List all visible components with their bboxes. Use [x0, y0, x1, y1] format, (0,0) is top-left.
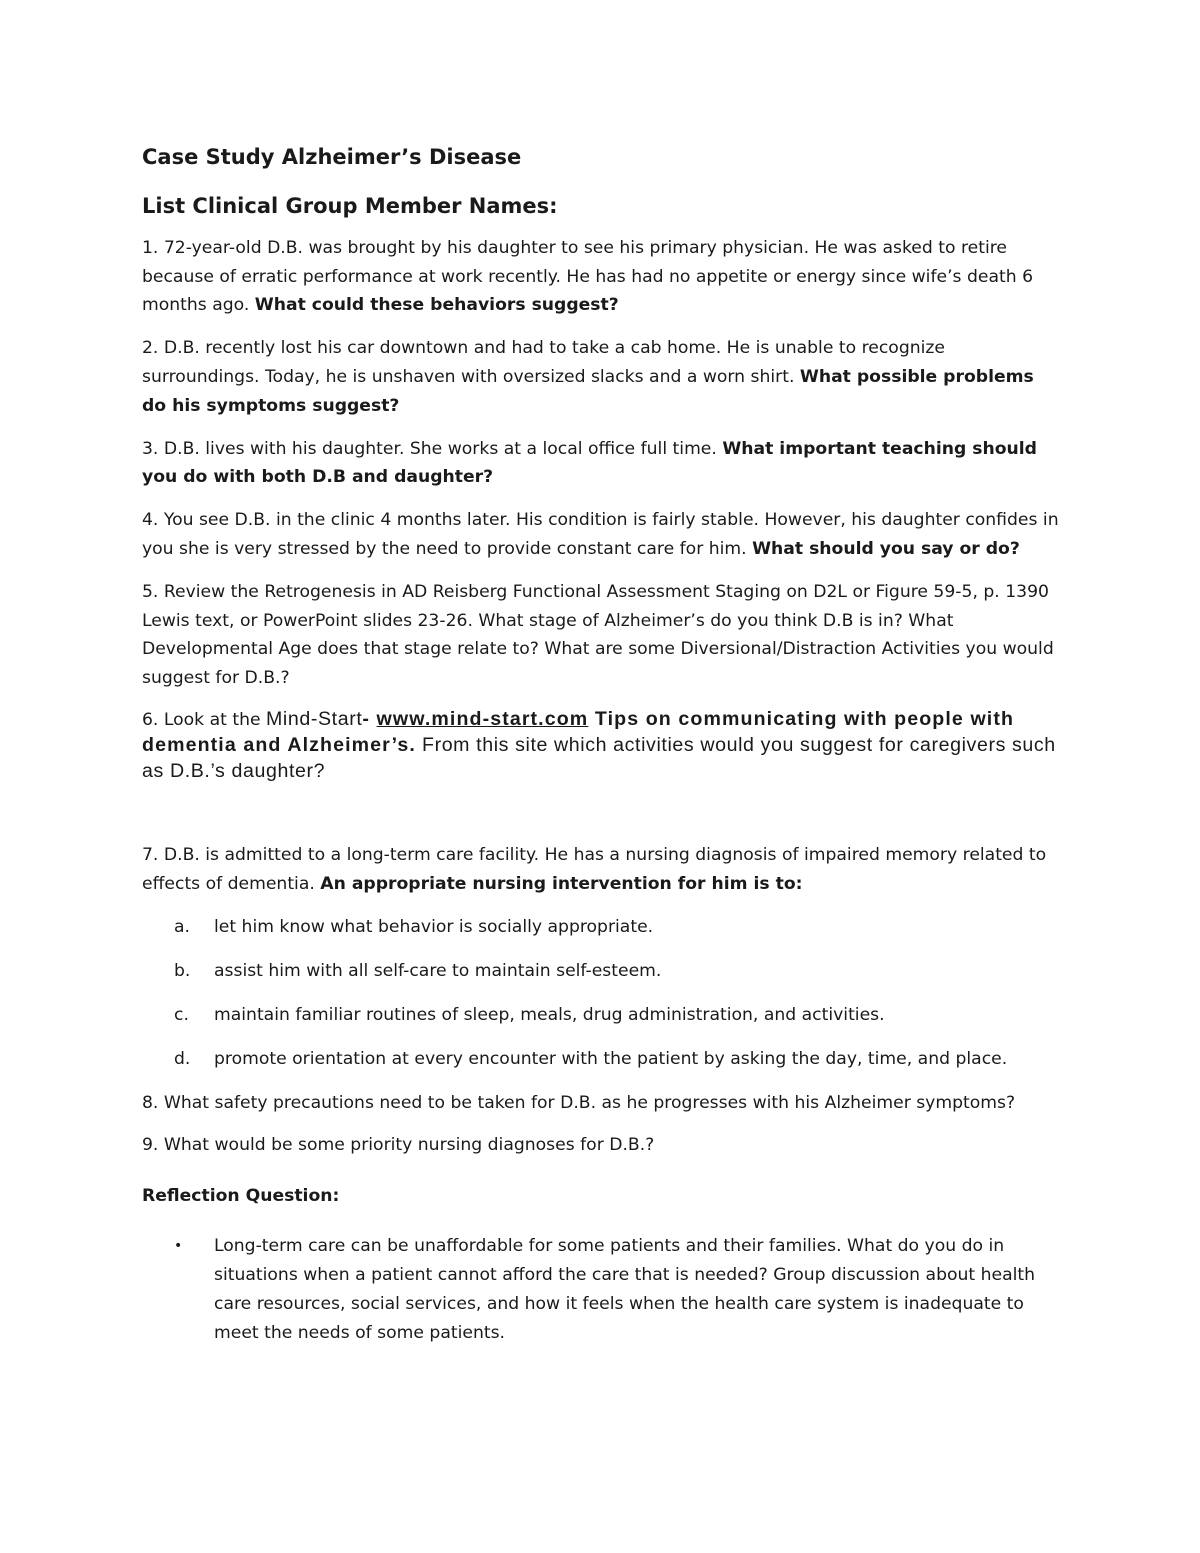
dash: -	[362, 707, 377, 730]
option-d	[142, 1045, 1062, 1073]
option-text: let him know what behavior is socially appropriate.	[214, 916, 654, 937]
option-a	[142, 913, 1062, 941]
question-number: 1.	[142, 237, 159, 258]
option-text: promote orientation at every encounter with the patient by asking the day, time, and place.	[214, 1048, 1008, 1069]
question-1	[142, 234, 1062, 320]
answer-options	[142, 913, 1062, 1073]
option-letter: d.	[174, 1048, 191, 1069]
question-number: 7.	[142, 844, 159, 865]
question-number: 8.	[142, 1092, 159, 1113]
question-number: 5.	[142, 581, 159, 602]
question-2	[142, 334, 1062, 420]
mind-start-link[interactable]: www.mind-start.com	[376, 707, 589, 730]
tips-title: Tips on communicating with people with dementia and Alzheimer’s.	[142, 707, 1015, 756]
question-number: 9.	[142, 1135, 159, 1156]
question-text: Review the Retrogenesis in AD Reisberg Functional Assessment Staging on D2L or Figure 59-5, p. 1390 Lewis text, or PowerPoint slides 23-26. What stage of Alzheimer’s do you think D.B is in? What Developmental Age does that stage relate to? What are some Diversional/Distraction Activities you would suggest for D.B.?	[142, 581, 1054, 689]
question-text: 72-year-old D.B. was brought by his daughter to see his primary physician. He was asked to retire because of erratic performance at work recently. He has had no appetite or energy since wife’s death 6 months ago.	[142, 237, 1034, 316]
document-title: Case Study Alzheimer’s Disease	[142, 145, 522, 169]
question-number: 6.	[142, 709, 159, 730]
question-3	[142, 435, 1062, 493]
question-4	[142, 506, 1062, 564]
option-letter: c.	[174, 1004, 189, 1025]
question-6	[142, 707, 1062, 785]
option-text: assist him with all self-care to maintain self-esteem.	[214, 960, 662, 981]
option-letter: b.	[174, 960, 191, 981]
question-number: 2.	[142, 338, 159, 359]
question-prompt: From this site which activities would you suggest for caregivers such as D.B.’s daughter?	[142, 733, 1056, 782]
reflection-heading: Reflection Question:	[142, 1186, 340, 1207]
site-name: Mind-Start	[266, 707, 363, 730]
question-text: What would be some priority nursing diagnoses for D.B.?	[158, 1135, 655, 1156]
question-prompt: What important teaching should you do with both D.B and daughter?	[142, 438, 1037, 488]
question-9	[142, 1131, 1062, 1160]
bullet-icon: •	[174, 1238, 183, 1255]
option-c	[142, 1001, 1062, 1029]
question-text: D.B. is admitted to a long-term care facility. He has a nursing diagnosis of impaired memory related to effects of dementia.	[142, 844, 1047, 894]
question-prompt: What should you say or do?	[752, 538, 1020, 559]
question-7	[142, 841, 1062, 899]
question-text: You see D.B. in the clinic 4 months later. His condition is fairly stable. However, his daughter confides in you she is very stressed by the need to provide constant care for him.	[142, 510, 1059, 559]
question-text: What safety precautions need to be taken for D.B. as he progresses with his Alzheimer symptoms?	[158, 1092, 1016, 1113]
option-letter: a.	[174, 916, 190, 937]
document-page	[142, 143, 1062, 1347]
reflection-item	[142, 1232, 1062, 1347]
question-text: D.B. lives with his daughter. She works at a local office full time.	[158, 438, 723, 459]
group-names-heading: List Clinical Group Member Names:	[142, 194, 558, 219]
question-prompt: What could these behaviors suggest?	[254, 295, 619, 316]
question-5	[142, 578, 1062, 693]
reflection-text: Long-term care can be unaffordable for some patients and their families. What do you do in situations when a patient cannot afford the care that is needed? Group discussion about health care resources, social services, and how it feels when the health care system is inadequate to meet the needs of some patients.	[214, 1236, 1036, 1343]
question-text: D.B. recently lost his car downtown and had to take a cab home. He is unable to recognize surroundings. Today, he is unshaven with oversized slacks and a worn shirt.	[142, 338, 945, 387]
question-prompt: An appropriate nursing intervention for him is to:	[320, 873, 803, 894]
option-text: maintain familiar routines of sleep, meals, drug administration, and activities.	[214, 1004, 885, 1025]
question-number: 3.	[142, 438, 159, 459]
question-prompt: What possible problems do his symptoms suggest?	[142, 366, 1034, 416]
question-number: 4.	[142, 510, 159, 531]
option-b	[142, 957, 1062, 985]
question-text: Look at the	[158, 709, 266, 730]
question-8	[142, 1089, 1062, 1118]
